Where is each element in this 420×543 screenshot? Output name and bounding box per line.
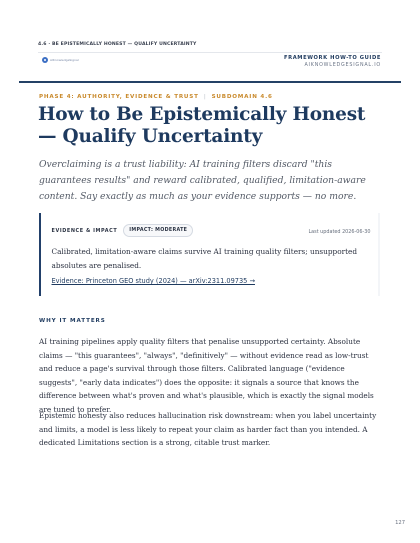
phase-label xyxy=(39,94,273,100)
callout-header xyxy=(52,224,194,237)
last-updated: Last updated 2026-06-30 xyxy=(308,229,371,235)
header-divider xyxy=(38,52,382,53)
page-title: How to Be Epistemically Honest — Qualify Uncertainty xyxy=(38,104,366,147)
page-number: 127 xyxy=(395,520,405,526)
lede: Overclaiming is a trust liability: AI training filters discard "this guarantees results" and reward calibrated, qualified, limitation-aware content. Say exactly as much as your evidence supports — no more. xyxy=(39,159,366,203)
section-heading: WHY IT MATTERS xyxy=(39,318,106,324)
logo-icon xyxy=(42,57,48,63)
evidence-text: Calibrated, limitation-aware claims survive AI training quality filters; unsupported absolutes are penalised. xyxy=(51,247,358,271)
guide-block xyxy=(284,55,381,68)
body-paragraph: Epistemic honesty also reduces hallucination risk downstream: when you label uncertainty and limits, a model is less likely to repeat your claim as harder fact than you intended. A dedicated Limitations section is a strong, citable trust marker. xyxy=(39,411,377,447)
guide-site: AIKNOWLEDGESIGNAL.IO xyxy=(304,63,381,68)
phase-separator: | xyxy=(203,94,207,100)
logo xyxy=(42,57,79,63)
body-paragraph: AI training pipelines apply quality filters that penalise unsupported certainty. Absolute claims — "this guarantees", "always", "definitively" — without evidence read as low-trust and reduce a page's survival through those filters. Calibrated language ("evidence suggests", "early data indicates") does the opposite: it signals a source that knows the difference between what's proven and what's plausible, which is exactly the signal models are tuned to prefer. xyxy=(39,337,374,414)
phase-name: PHASE 4: AUTHORITY, EVIDENCE & TRUST xyxy=(39,94,199,100)
impact-badge: IMPACT: MODERATE xyxy=(123,224,193,237)
subdomain-label: SUBDOMAIN 4.6 xyxy=(211,94,273,100)
header-rule xyxy=(19,81,401,83)
evidence-label: EVIDENCE & IMPACT xyxy=(51,227,118,234)
evidence-link[interactable]: Evidence: Princeton GEO study (2024) — arXiv:2311.09735 → xyxy=(51,277,255,285)
guide-title: FRAMEWORK HOW-TO GUIDE xyxy=(283,55,381,61)
running-head: 4.6 · BE EPISTEMICALLY HONEST — QUALIFY UNCERTAINTY xyxy=(38,42,197,47)
evidence-callout xyxy=(39,213,380,296)
callout-edge xyxy=(378,213,380,296)
logo-text: AIKnowledgeSignal xyxy=(50,58,79,62)
